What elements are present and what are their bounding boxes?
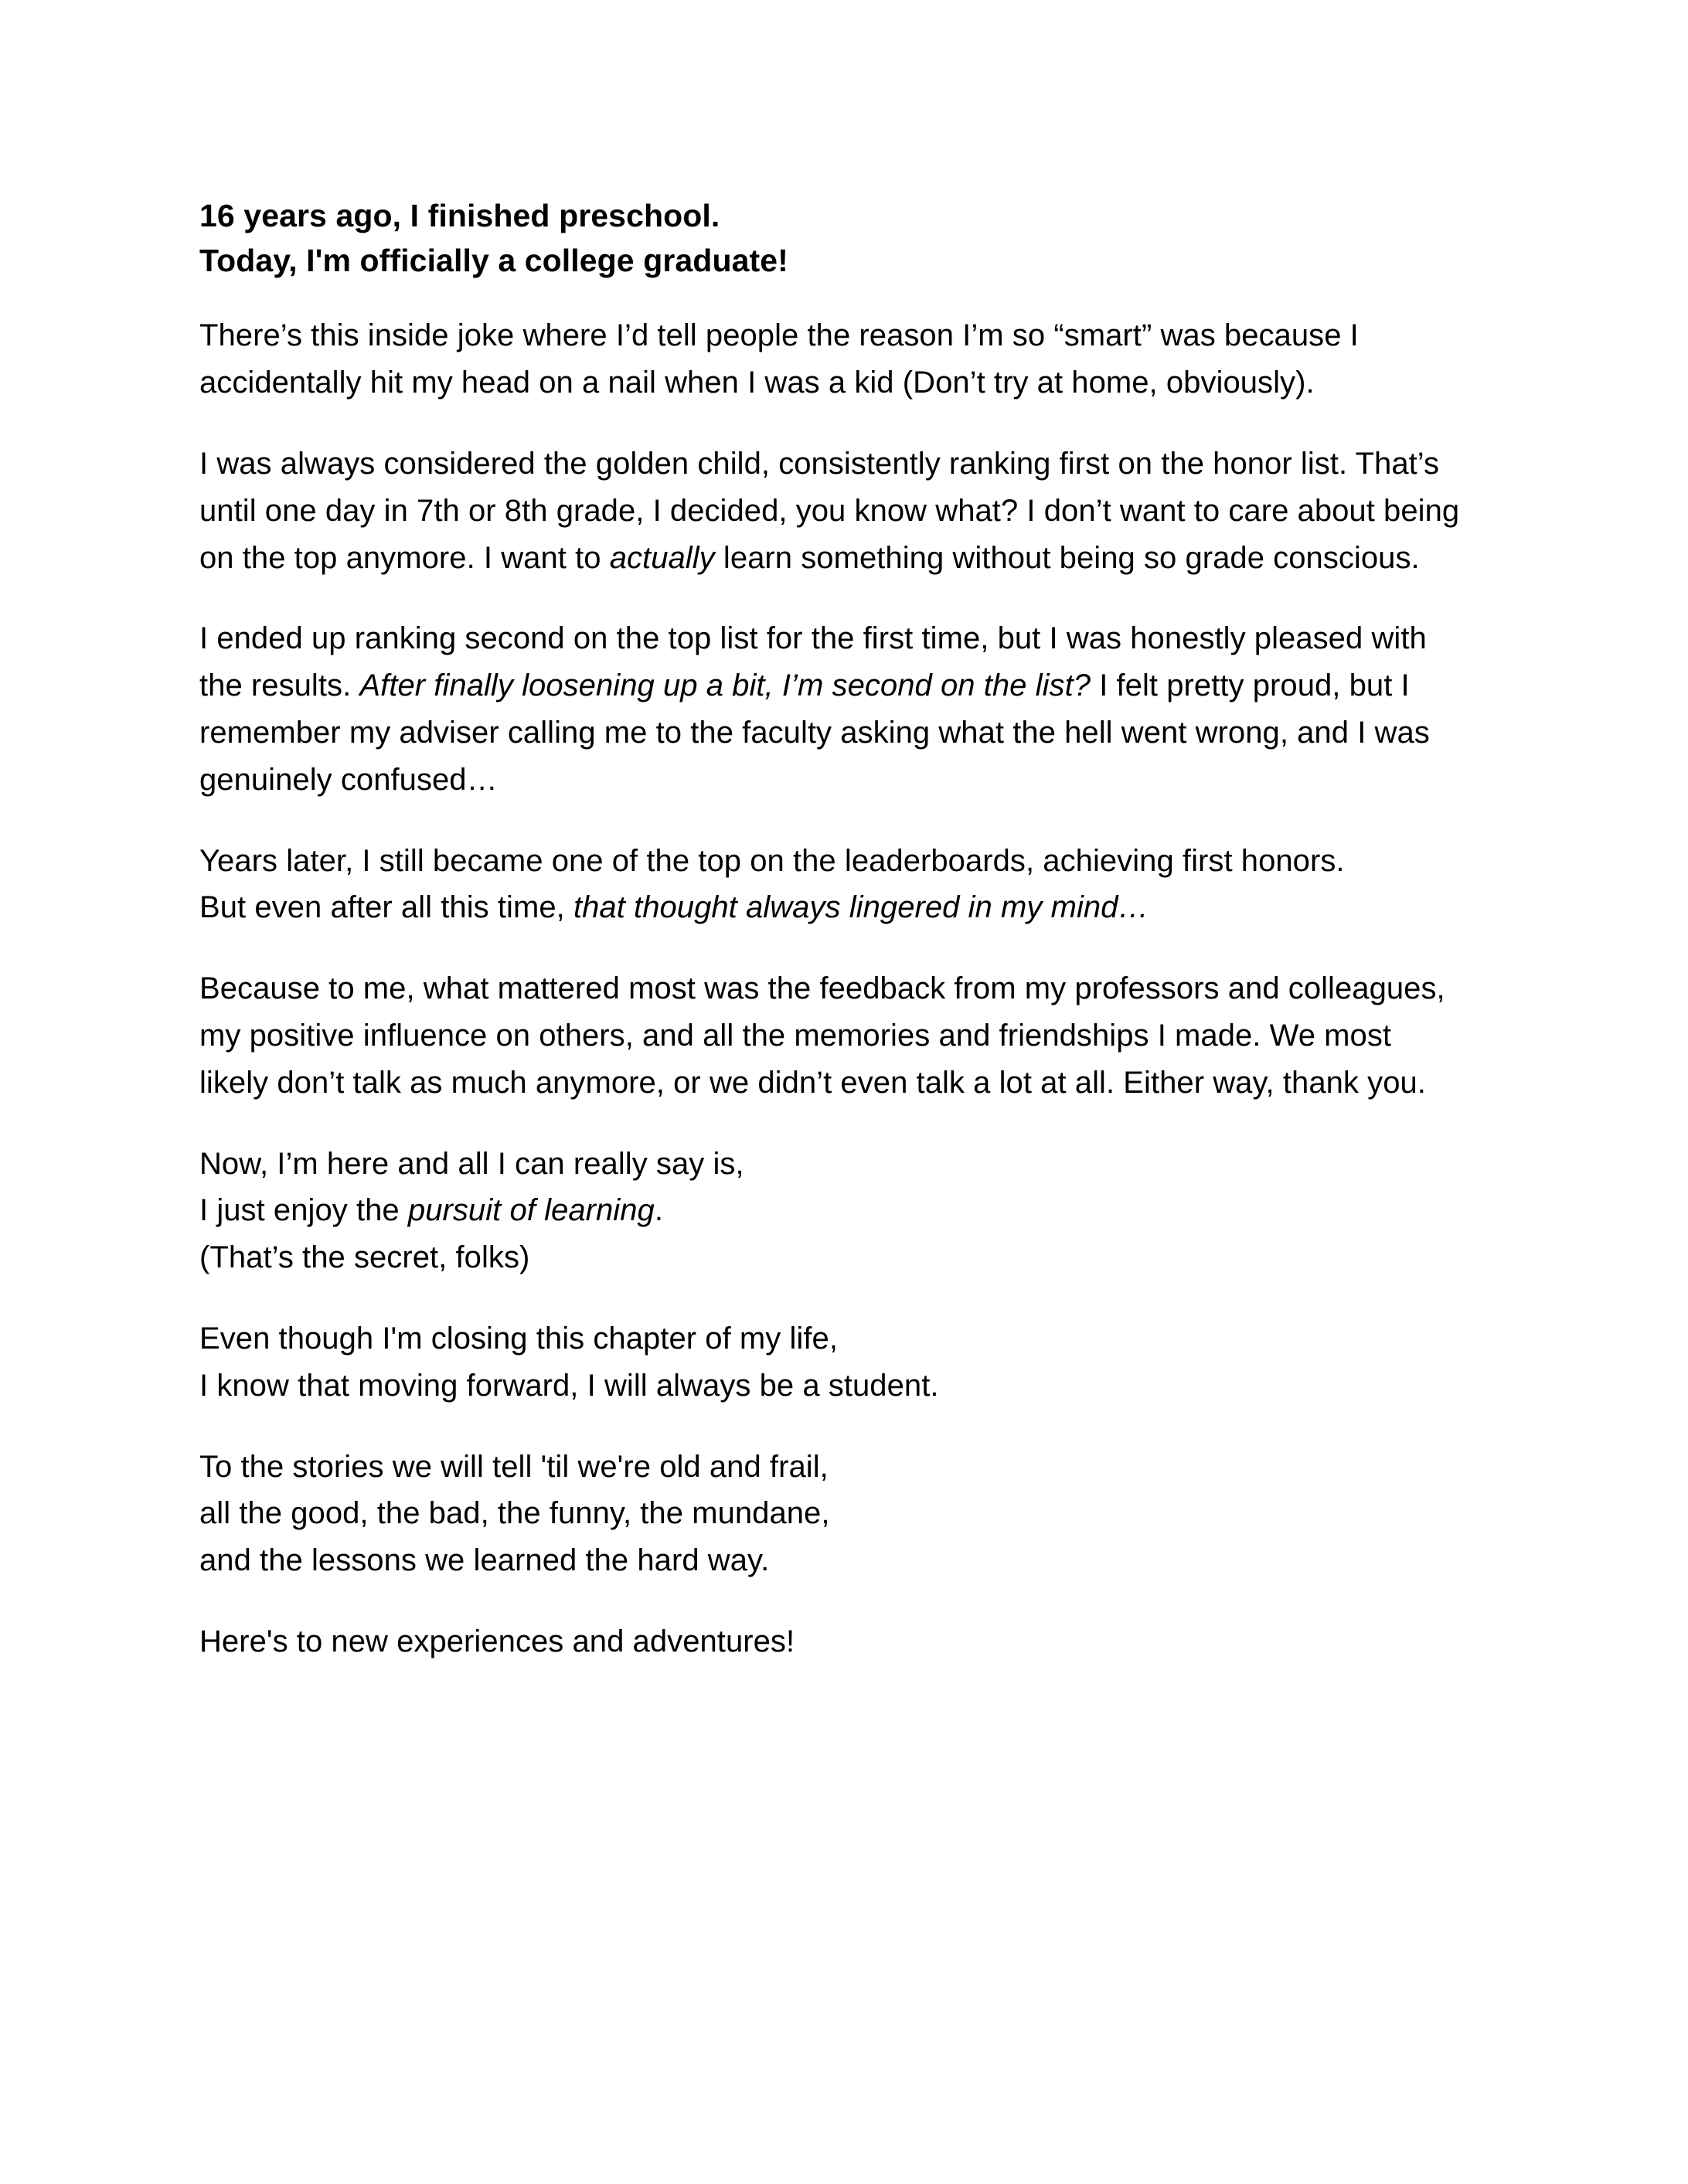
paragraph-line <box>199 1187 1464 1234</box>
page-title <box>199 193 1464 283</box>
emphasis-text: that thought always lingered in my mind… <box>573 890 1149 925</box>
body-text: and the lessons we learned the hard way. <box>199 1543 770 1578</box>
body-text: Now, I’m here and all I can really say is, <box>199 1146 744 1181</box>
paragraph-line <box>199 1141 1464 1188</box>
body-text: Years later, I still became one of the top on the leaderboards, achieving first honors. <box>199 843 1345 878</box>
body-text: But even after all this time, <box>199 890 573 925</box>
paragraph-inside-joke <box>199 312 1464 407</box>
emphasis-text: After finally loosening up a bit, I’m second on the list? <box>359 668 1091 703</box>
paragraph-closing-toast <box>199 1618 1464 1665</box>
paragraph-years-later <box>199 838 1464 932</box>
body-text: learn something without being so grade conscious. <box>714 540 1420 575</box>
body-text: . <box>654 1193 663 1228</box>
paragraph-always-a-student <box>199 1315 1464 1410</box>
body-text: all the good, the bad, the funny, the mundane, <box>199 1496 830 1531</box>
body-text: Even though I'm closing this chapter of my life, <box>199 1321 838 1356</box>
emphasis-text: pursuit of learning <box>407 1193 655 1228</box>
paragraph-line <box>199 1490 1464 1537</box>
body-text: To the stories we will tell 'til we're old and frail, <box>199 1449 829 1484</box>
paragraph-what-mattered <box>199 965 1464 1106</box>
paragraph-line <box>199 1618 1464 1665</box>
body-text: I felt pretty proud, but I remember my adviser calling me to the faculty asking what the hell went wrong, and I was genuinely confused… <box>199 668 1430 797</box>
paragraph-line <box>199 1537 1464 1584</box>
body-text: (That’s the secret, folks) <box>199 1240 530 1275</box>
body-text: Because to me, what mattered most was the feedback from my professors and colleagues, my positive influence on others, and all the memories and friendships I made. We most likely don’t talk as much anymore, or we didn’t even talk a lot at all. Either way, thank you. <box>199 971 1445 1100</box>
paragraph-ranked-second <box>199 615 1464 803</box>
body-text: There’s this inside joke where I’d tell people the reason I’m so “smart” was because I accidentally hit my head on a nail when I was a kid (Don’t try at home, obviously). <box>199 318 1359 400</box>
body-text: I know that moving forward, I will always be a student. <box>199 1368 939 1403</box>
paragraph-line <box>199 838 1464 885</box>
page-title-line-1: 16 years ago, I finished preschool. <box>199 198 720 233</box>
body-text: I just enjoy the <box>199 1193 408 1228</box>
body-text: I was always considered the golden child, consistently ranking first on the honor list. That’s until one day in 7th or 8th grade, I decided, you know what? I don’t want to care about being on the top anymore. I want to <box>199 447 1460 575</box>
paragraph-line <box>199 1234 1464 1281</box>
body-text: Here's to new experiences and adventures! <box>199 1624 795 1658</box>
body-text: I ended up ranking second on the top list for the first time, but I was honestly pleased with the results. <box>199 621 1427 703</box>
page-title-line-2: Today, I'm officially a college graduate! <box>199 243 788 279</box>
paragraph-line <box>199 1315 1464 1362</box>
paragraph-pursuit-of-learning <box>199 1141 1464 1281</box>
paragraph-line <box>199 1444 1464 1491</box>
document-body <box>199 312 1464 1665</box>
paragraph-golden-child <box>199 441 1464 581</box>
paragraph-line <box>199 884 1464 931</box>
paragraph-line <box>199 1362 1464 1410</box>
emphasis-text: actually <box>609 540 715 575</box>
paragraph-the-stories <box>199 1444 1464 1584</box>
